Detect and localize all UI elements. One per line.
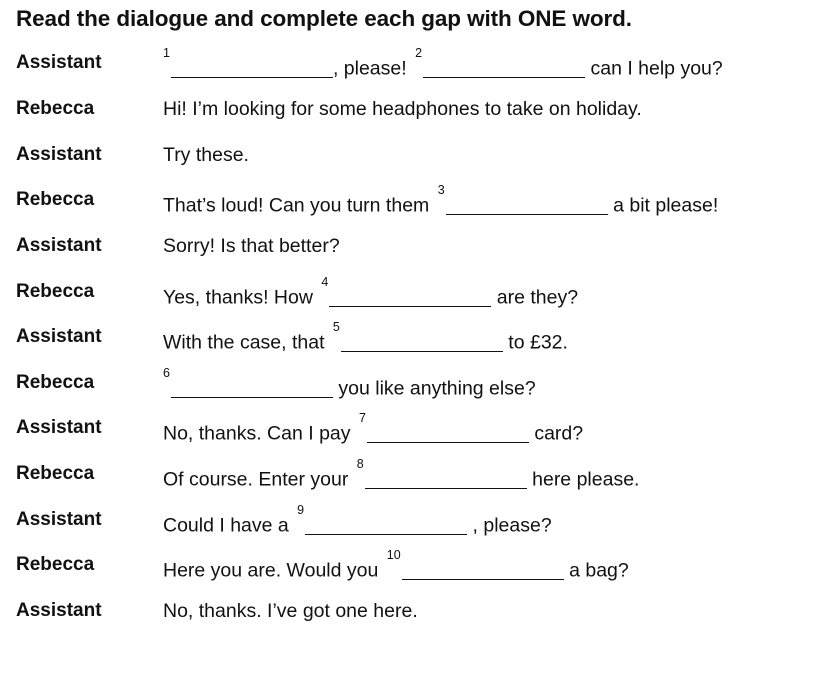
- dialogue-line: No, thanks. I’ve got one here.: [163, 600, 418, 622]
- line-text: Of course. Enter your: [163, 468, 354, 491]
- dialogue-line: [163, 185, 718, 221]
- speaker-label: Assistant: [16, 326, 102, 347]
- dialogue-line: Try these.: [163, 144, 249, 166]
- line-text: That’s loud! Can you turn them: [163, 194, 435, 217]
- dialogue-line: [163, 48, 723, 84]
- speaker-label: Assistant: [16, 417, 102, 438]
- dialogue-line: [163, 550, 629, 586]
- speaker-label: Assistant: [16, 509, 102, 530]
- gap-blank-5[interactable]: [341, 331, 503, 352]
- gap-number: 2: [415, 46, 423, 60]
- speaker-label: Rebecca: [16, 372, 95, 393]
- dialogue-row-11: [0, 505, 828, 535]
- dialogue-row-8: [0, 368, 828, 398]
- dialogue-line: [163, 505, 552, 541]
- instruction-heading: Read the dialogue and complete each gap with ONE word.: [16, 6, 632, 31]
- dialogue-row-5: [0, 231, 828, 261]
- speaker-label: Rebecca: [16, 554, 95, 575]
- line-text: can I help you?: [590, 57, 723, 80]
- dialogue-row-12: [0, 550, 828, 580]
- speaker-label: Assistant: [16, 144, 102, 165]
- line-text: here please.: [532, 468, 640, 491]
- speaker-label: Assistant: [16, 235, 102, 256]
- gap-number: 3: [437, 183, 445, 197]
- line-text: card?: [534, 422, 584, 445]
- line-text: Here you are. Would you: [163, 559, 384, 582]
- speaker-label: Assistant: [16, 600, 102, 621]
- speaker-label: Rebecca: [16, 98, 95, 119]
- speaker-label: Assistant: [16, 52, 102, 73]
- dialogue-line: [163, 413, 583, 449]
- gap-blank-1[interactable]: [171, 57, 333, 78]
- dialogue-line: Hi! I’m looking for some headphones to take on holiday.: [163, 98, 642, 120]
- dialogue-row-3: [0, 140, 828, 170]
- line-text: you like anything else?: [338, 377, 536, 400]
- gap-number: 7: [358, 411, 366, 425]
- gap-blank-10[interactable]: [402, 559, 564, 580]
- speaker-label: Rebecca: [16, 281, 95, 302]
- dialogue-line: [163, 322, 568, 358]
- line-text: Could I have a: [163, 514, 295, 537]
- dialogue-line: [163, 368, 536, 404]
- gap-blank-2[interactable]: [423, 57, 585, 78]
- dialogue-line: [163, 277, 578, 313]
- line-text: Yes, thanks! How: [163, 286, 319, 309]
- gap-blank-9[interactable]: [305, 514, 467, 535]
- line-text: a bag?: [569, 559, 629, 582]
- dialogue-row-1: [0, 48, 828, 78]
- speaker-label: Rebecca: [16, 189, 95, 210]
- gap-blank-6[interactable]: [171, 377, 333, 398]
- gap-blank-4[interactable]: [329, 286, 491, 307]
- line-text: With the case, that: [163, 331, 330, 354]
- dialogue-line: [163, 459, 639, 495]
- line-text: No, thanks. Can I pay: [163, 422, 356, 445]
- speaker-label: Rebecca: [16, 463, 95, 484]
- gap-blank-7[interactable]: [367, 422, 529, 443]
- line-text: to £32.: [508, 331, 568, 354]
- gap-number: 4: [321, 275, 329, 289]
- gap-number: 8: [356, 457, 364, 471]
- line-text: are they?: [496, 286, 579, 309]
- dialogue-row-7: [0, 322, 828, 352]
- dialogue-row-2: [0, 94, 828, 124]
- gap-blank-8[interactable]: [365, 468, 527, 489]
- gap-number: 9: [297, 503, 305, 517]
- gap-number: 5: [332, 320, 340, 334]
- gap-number: 1: [163, 46, 170, 60]
- dialogue-row-13: [0, 596, 828, 626]
- line-text: , please!: [332, 57, 413, 80]
- dialogue-row-6: [0, 277, 828, 307]
- gap-number: 10: [386, 548, 401, 562]
- dialogue-row-9: [0, 413, 828, 443]
- line-text: , please?: [472, 514, 552, 537]
- gap-number: 6: [163, 366, 170, 380]
- dialogue-line: Sorry! Is that better?: [163, 235, 340, 257]
- line-text: a bit please!: [613, 194, 719, 217]
- dialogue-row-10: [0, 459, 828, 489]
- dialogue-row-4: [0, 185, 828, 215]
- gap-blank-3[interactable]: [446, 194, 608, 215]
